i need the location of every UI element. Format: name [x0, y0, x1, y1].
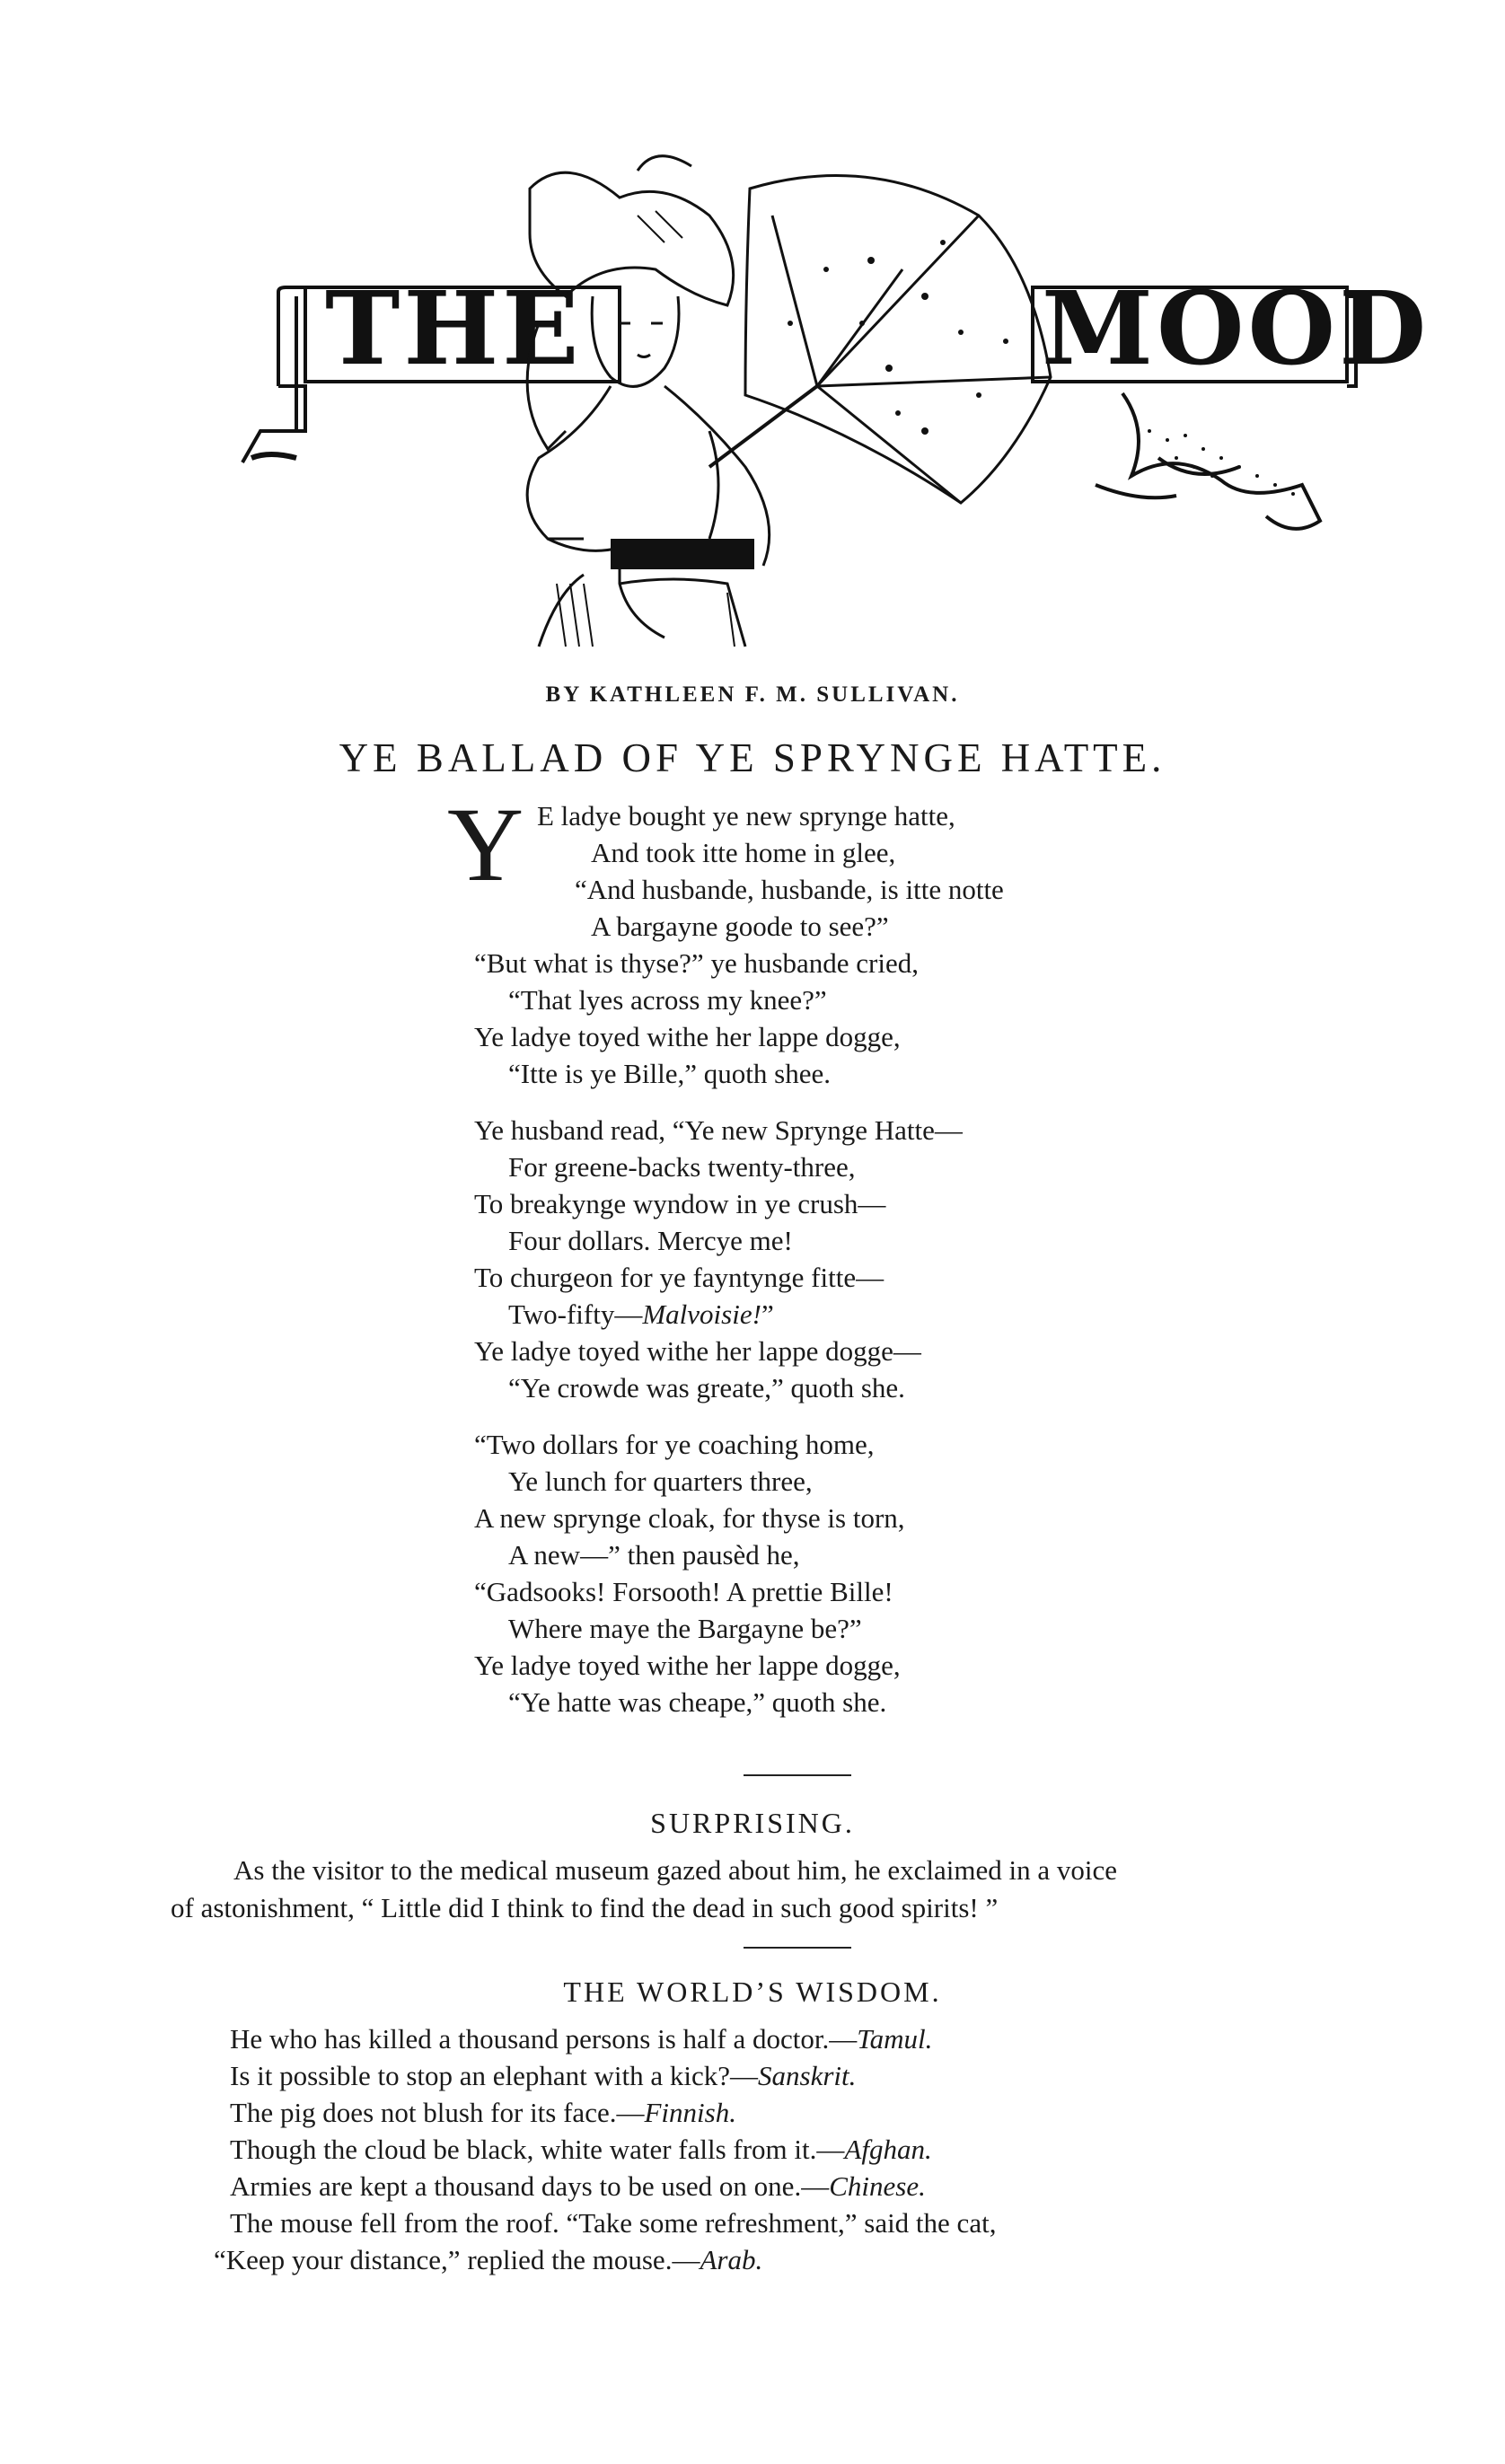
banner-title-right: MOOD — [1042, 270, 1430, 388]
poem-line: “Gadsooks! Forsooth! A prettie Bille! — [474, 1576, 893, 1607]
stanza-1 — [447, 786, 1282, 1092]
poem-line: And took itte home in glee, — [591, 837, 896, 868]
poem-line: Ye ladye toyed withe her lappe dogge— — [474, 1335, 921, 1367]
surprising-paragraph — [171, 1852, 1455, 1927]
proverb-source: Chinese. — [829, 2170, 926, 2202]
poem-line: Four dollars. Mercye me! — [508, 1225, 793, 1256]
paragraph-line: As the visitor to the medical museum gazed about him, he exclaimed in a voice — [233, 1854, 1117, 1886]
poem-line: Ye lunch for quarters three, — [508, 1465, 813, 1497]
poem-title: YE BALLAD OF YE SPRYNGE HATTE. — [339, 735, 1166, 780]
divider-rule — [744, 1774, 851, 1776]
poem-line: “Ye hatte was cheape,” quoth she. — [508, 1686, 887, 1718]
poem — [447, 786, 1282, 1740]
proverb-text: Is it possible to stop an elephant with a kick?— — [230, 2060, 759, 2091]
proverb-text: The mouse fell from the roof. “Take some refreshment,” said the cat, — [230, 2207, 997, 2239]
poem-line-italic: Malvoisie! — [642, 1298, 761, 1330]
woman-figure — [527, 156, 770, 647]
poem-line — [474, 1296, 1282, 1333]
poem-line: Ye ladye toyed withe her lappe dogge, — [474, 1650, 901, 1681]
poem-line: “And husbande, husbande, is itte notte — [575, 874, 1004, 905]
proverb-list — [214, 2020, 1397, 2278]
proverb-text: “Keep your distance,” replied the mouse.— — [214, 2244, 700, 2275]
surprising-title: SURPRISING. — [650, 1807, 855, 1839]
poem-line: “Ye crowde was greate,” quoth she. — [508, 1372, 905, 1404]
belt — [611, 539, 754, 569]
umbrella-pattern — [788, 240, 1008, 435]
poem-line: Where maye the Bargayne be?” — [508, 1613, 862, 1644]
umbrella-drawing — [709, 175, 1051, 503]
proverb-line — [230, 2131, 1397, 2168]
proverb-source: Afghan. — [844, 2134, 932, 2165]
poem-line: “But what is thyse?” ye husbande cried, — [474, 947, 919, 979]
paragraph-line: of astonishment, “ Little did I think to find the dead in such good spirits! ” — [171, 1892, 999, 1923]
poem-line-quote: ” — [761, 1298, 774, 1330]
proverb-source: Tamul. — [857, 2023, 933, 2055]
proverb-source: Arab. — [700, 2244, 763, 2275]
byline: BY KATHLEEN F. M. SULLIVAN. — [545, 682, 960, 707]
header-illustration — [242, 162, 1430, 664]
poem-line: For greene-backs twenty-three, — [508, 1151, 856, 1183]
poem-line: A new—” then pausèd he, — [508, 1539, 800, 1571]
stanza-3 — [474, 1426, 1282, 1720]
banner-title-left: THE — [325, 270, 583, 388]
poem-line: A bargayne goode to see?” — [591, 911, 889, 942]
poem-line: Ye ladye toyed withe her lappe dogge, — [474, 1021, 901, 1052]
proverb-line — [230, 2168, 1397, 2204]
proverb-text: Though the cloud be black, white water falls from it.— — [230, 2134, 845, 2165]
proverb-line — [214, 2241, 1397, 2278]
poem-line-text: Two-fifty— — [508, 1298, 643, 1330]
poem-line: “That lyes across my knee?” — [508, 984, 827, 1016]
wisdom-title: THE WORLD’S WISDOM. — [563, 1976, 942, 2008]
poem-line: To churgeon for ye fayntynge fitte— — [474, 1262, 885, 1293]
poem-line: “Itte is ye Bille,” quoth shee. — [508, 1058, 831, 1089]
proverb-text: Armies are kept a thousand days to be used on one.— — [230, 2170, 830, 2202]
proverb-line — [230, 2057, 1397, 2094]
divider-rule — [744, 1947, 851, 1949]
poem-line: To breakynge wyndow in ye crush— — [474, 1188, 886, 1219]
proverb-line — [230, 2204, 1397, 2241]
proverb-source: Finnish. — [644, 2097, 736, 2128]
poem-line: “Two dollars for ye coaching home, — [474, 1429, 875, 1460]
drop-cap: Y — [447, 786, 524, 903]
proverb-line — [230, 2094, 1397, 2131]
stanza-2 — [474, 1112, 1282, 1406]
poem-line: Ye husband read, “Ye new Sprynge Hatte— — [474, 1114, 963, 1146]
proverb-text: He who has killed a thousand persons is half a doctor.— — [230, 2023, 858, 2055]
proverb-source: Sanskrit. — [758, 2060, 857, 2091]
poem-line: A new sprynge cloak, for thyse is torn, — [474, 1502, 905, 1534]
poem-line: E ladye bought ye new sprynge hatte, — [537, 800, 955, 832]
proverb-text: The pig does not blush for its face.— — [230, 2097, 645, 2128]
proverb-line — [230, 2020, 1397, 2057]
